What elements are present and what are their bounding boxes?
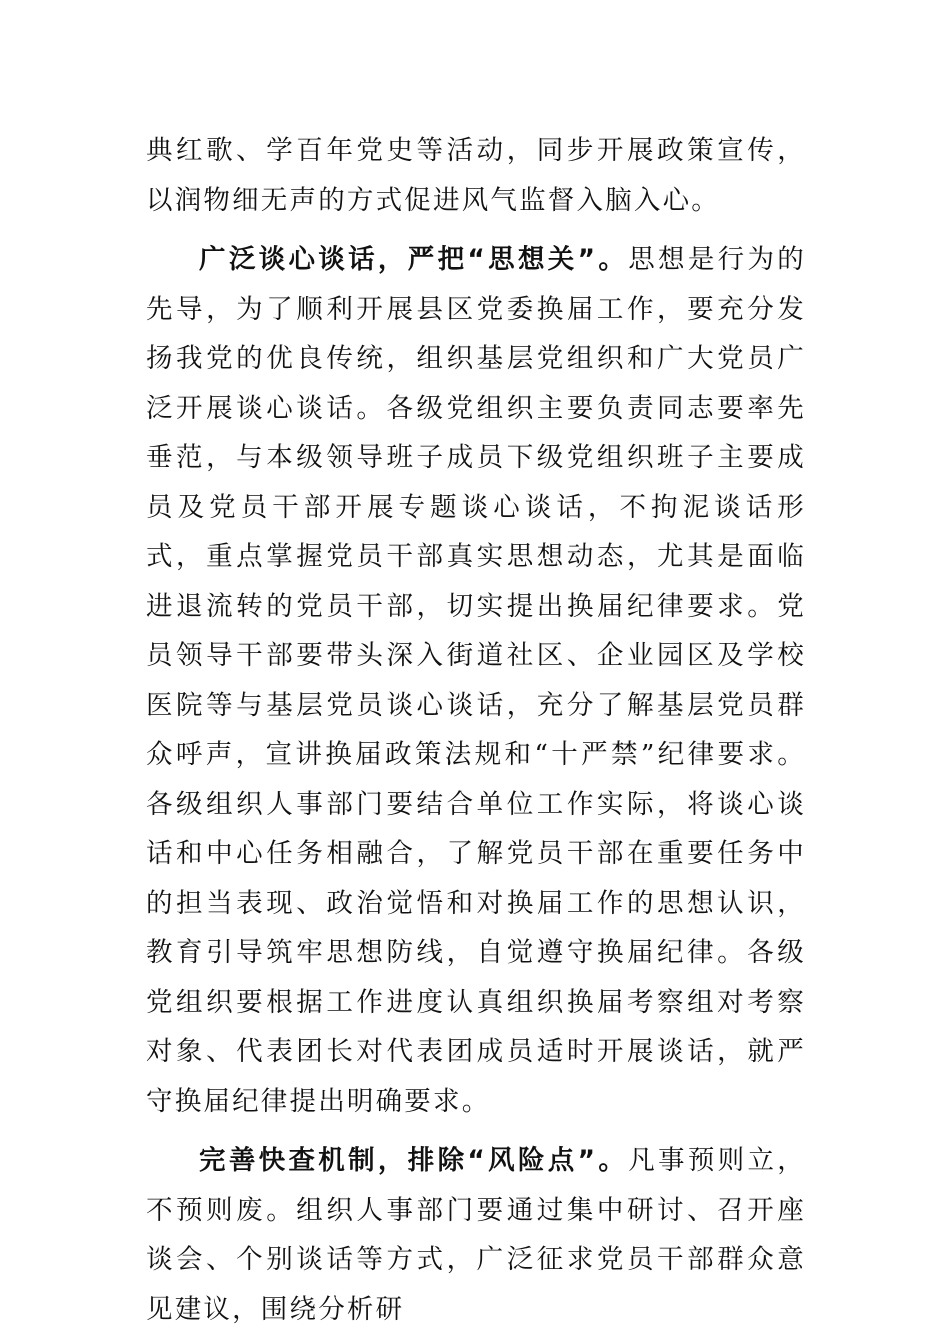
paragraph-text: 典红歌、学百年党史等活动，同步开展政策宣传，以润物细无声的方式促进风气监督入脑入心。 <box>146 135 806 216</box>
paragraph-heart-to-heart-talks <box>146 235 806 1126</box>
paragraph-lead-heading: 广泛谈心谈话，严把“思想关”。 <box>199 244 629 275</box>
paragraph-continuation <box>146 126 806 225</box>
paragraph-text: 凡事预则立，不预则废。组织人事部门要通过集中研讨、召开座谈会、个别谈话等方式，广泛征求党员干部群众意见建议，围绕分析研 <box>146 1145 807 1325</box>
paragraph-lead-heading: 完善快查机制，排除“风险点”。 <box>199 1145 629 1176</box>
document-body <box>146 126 806 1334</box>
paragraph-quick-check-mechanism <box>146 1136 806 1334</box>
paragraph-text: 思想是行为的先导，为了顺利开展县区党委换届工作，要充分发扬我党的优良传统，组织基层党组织和广大党员广泛开展谈心谈话。各级党组织主要负责同志要率先垂范，与本级领导班子成员下级党组织班子主要成员及党员干部开展专题谈心谈话，不拘泥谈话形式，重点掌握党员干部真实思想动态，尤其是面临进退流转的党员干部，切实提出换届纪律要求。党员领导干部要带头深入街道社区、企业园区及学校医院等与基层党员谈心谈话，充分了解基层党员群众呼声，宣讲换届政策法规和“十严禁”纪律要求。各级组织人事部门要结合单位工作实际，将谈心谈话和中心任务相融合，了解党员干部在重要任务中的担当表现、政治觉悟和对换届工作的思想认识，教育引导筑牢思想防线，自觉遵守换届纪律。各级党组织要根据工作进度认真组织换届考察组对考察对象、代表团长对代表团成员适时开展谈话，就严守换届纪律提出明确要求。 <box>146 244 807 1117</box>
